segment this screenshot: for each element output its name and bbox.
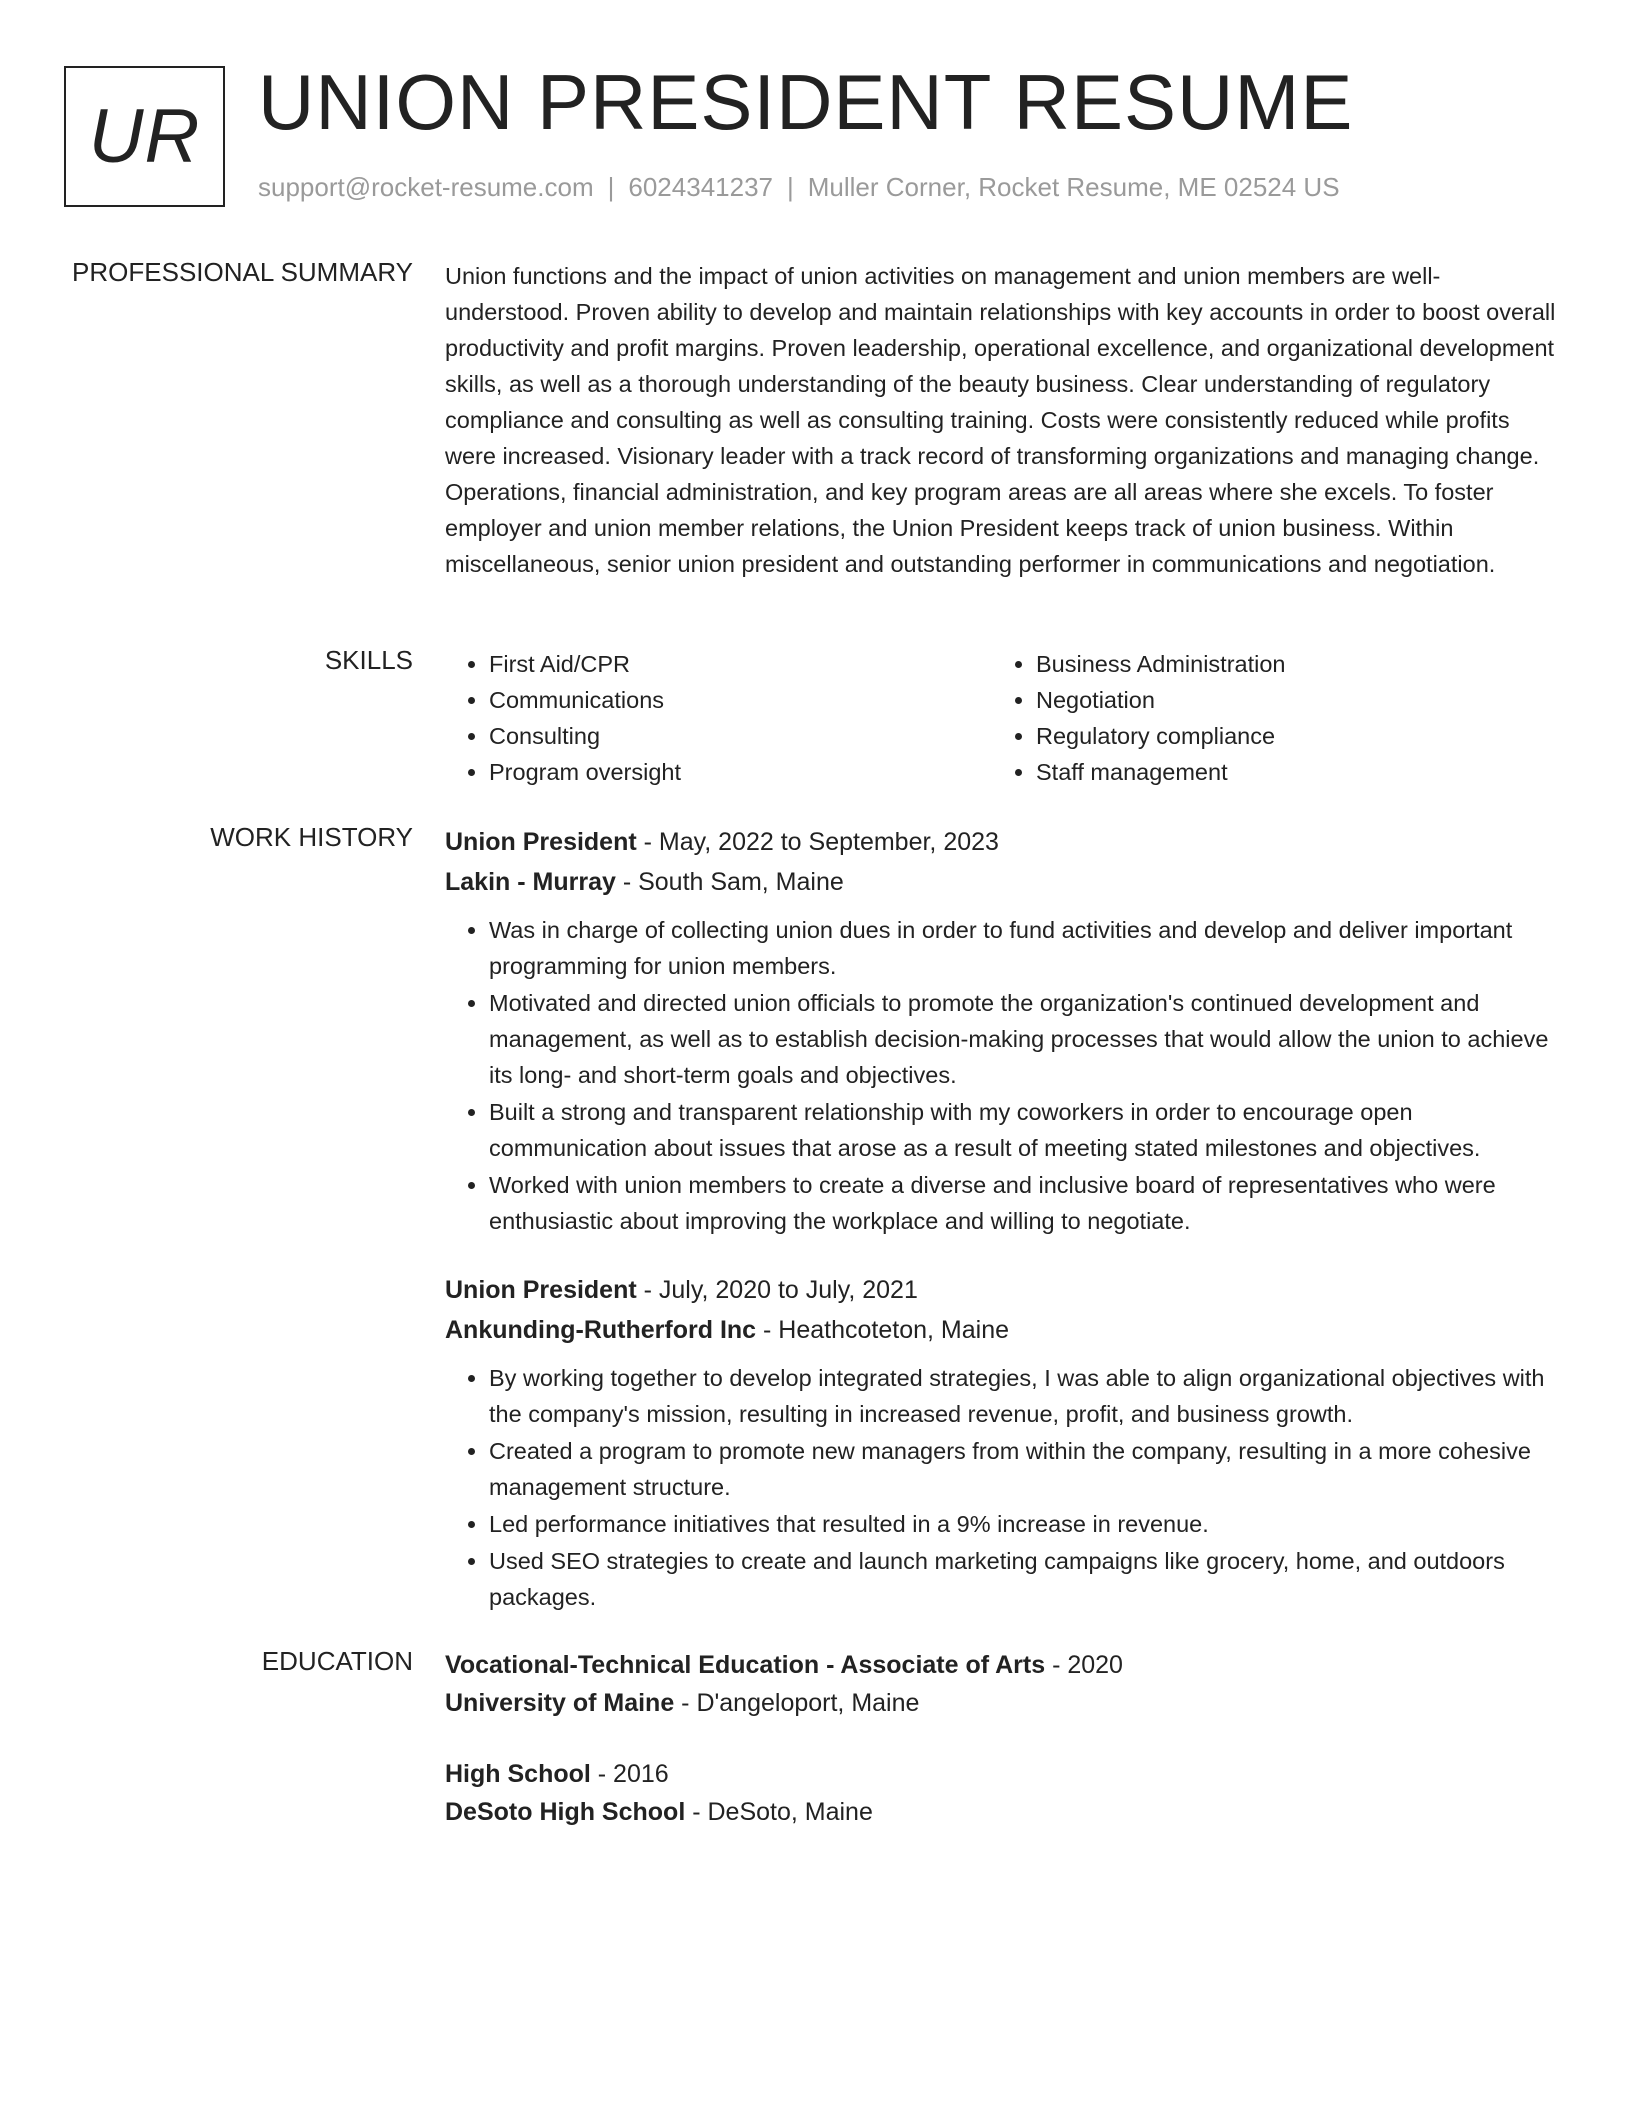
skills-list-left [445,646,992,790]
education-school: University of Maine [445,1689,675,1717]
education-entry [445,1646,1560,1722]
section-label-work: WORK HISTORY [210,822,413,852]
job-bullet: • Used SEO strategies to create and launch marketing campaigns like grocery, home, and outdoors packages. [489,1543,1560,1615]
job-company: Ankunding-Rutherford Inc [445,1316,757,1344]
resume-title: UNION PRESIDENT RESUME [258,58,1354,146]
skill-item: • Consulting [489,718,992,754]
education-location: - DeSoto, Maine [685,1798,873,1826]
education-degree: Vocational-Technical Education - Associate of Arts [445,1651,1046,1679]
skills-list-right [992,646,1539,790]
job-location: - South Sam, Maine [615,868,844,896]
skill-item: • Staff management [1036,754,1539,790]
job-title: Union President [445,828,637,856]
job-bullet: • Built a strong and transparent relationship with my coworkers in order to encourage open communication about issues that arose as a result of meeting stated milestones and objectives. [489,1094,1560,1166]
education-degree-line [445,1646,1560,1684]
job-bullet: • Motivated and directed union officials to promote the organization's continued development and management, as well as to establish decision-making processes that would allow the union to achieve its long- and short-term goals and objectives. [489,985,1560,1093]
job-bullet: • By working together to develop integrated strategies, I was able to align organizational objectives with the company's mission, resulting in increased revenue, profit, and business growth. [489,1360,1560,1432]
section-label-education: EDUCATION [261,1646,413,1676]
job-company-line [445,862,1560,902]
education-school: DeSoto High School [445,1798,686,1826]
skill-item: • Program oversight [489,754,992,790]
section-label-summary: PROFESSIONAL SUMMARY [72,257,413,287]
job-bullet: • Worked with union members to create a diverse and inclusive board of representatives who were enthusiastic about improving the workplace and willing to negotiate. [489,1167,1560,1239]
contact-phone[interactable]: 6024341237 [628,172,773,202]
job-title-line [445,822,1560,862]
summary-text: Union functions and the impact of union activities on management and union members are well-understood. Proven ability to develop and maintain relationships with key accounts in order to boost overall productivity and profit margins. Proven leadership, operational excellence, and organizational development skills, as well as a thorough understanding of the beauty business. Clear understanding of regulatory compliance and consulting as well as consulting training. Costs were consistently reduced while profits were increased. Visionary leader with a track record of transforming organizations and managing change. Operations, financial administration, and key program areas are all areas where she excels. To foster employer and union member relations, the Union President keeps track of union business. Within miscellaneous, senior union president and outstanding performer in communications and negotiation. [445,263,1556,577]
job-dates: - May, 2022 to September, 2023 [636,828,999,856]
job-location: - Heathcoteton, Maine [756,1316,1009,1344]
contact-email[interactable]: support@rocket-resume.com [258,172,594,202]
job-dates: - July, 2020 to July, 2021 [636,1276,918,1304]
job-bullet: • Was in charge of collecting union dues in order to fund activities and develop and deliver important programming for union members. [489,912,1560,984]
education-location: - D'angeloport, Maine [674,1689,920,1717]
education-entry [445,1755,1560,1831]
skill-item: • First Aid/CPR [489,646,992,682]
job-bullet: • Created a program to promote new managers from within the company, resulting in a more cohesive management structure. [489,1433,1560,1505]
education-school-line [445,1684,1560,1722]
education-year: - 2016 [590,1760,669,1788]
job-bullet: • Led performance initiatives that resulted in a 9% increase in revenue. [489,1506,1560,1542]
job-title: Union President [445,1276,637,1304]
education-year: - 2020 [1045,1651,1123,1679]
job-entry [445,1270,1560,1616]
job-entry [445,822,1560,1240]
contact-separator: | [787,172,794,202]
education-degree: High School [445,1760,591,1788]
job-company-line [445,1310,1560,1350]
contact-line [258,172,1340,203]
education-degree-line [445,1755,1560,1793]
contact-separator: | [607,172,615,202]
skill-item: • Business Administration [1036,646,1539,682]
job-company: Lakin - Murray [445,868,616,896]
section-label-skills: SKILLS [324,645,413,675]
skill-item: • Communications [489,682,992,718]
job-bullets [445,1360,1560,1615]
monogram-logo: UR [64,66,225,207]
job-bullets [445,912,1560,1239]
job-title-line [445,1270,1560,1310]
contact-address: Muller Corner, Rocket Resume, ME 02524 US [807,172,1340,202]
skill-item: • Negotiation [1036,682,1539,718]
skill-item: • Regulatory compliance [1036,718,1539,754]
education-school-line [445,1793,1560,1831]
